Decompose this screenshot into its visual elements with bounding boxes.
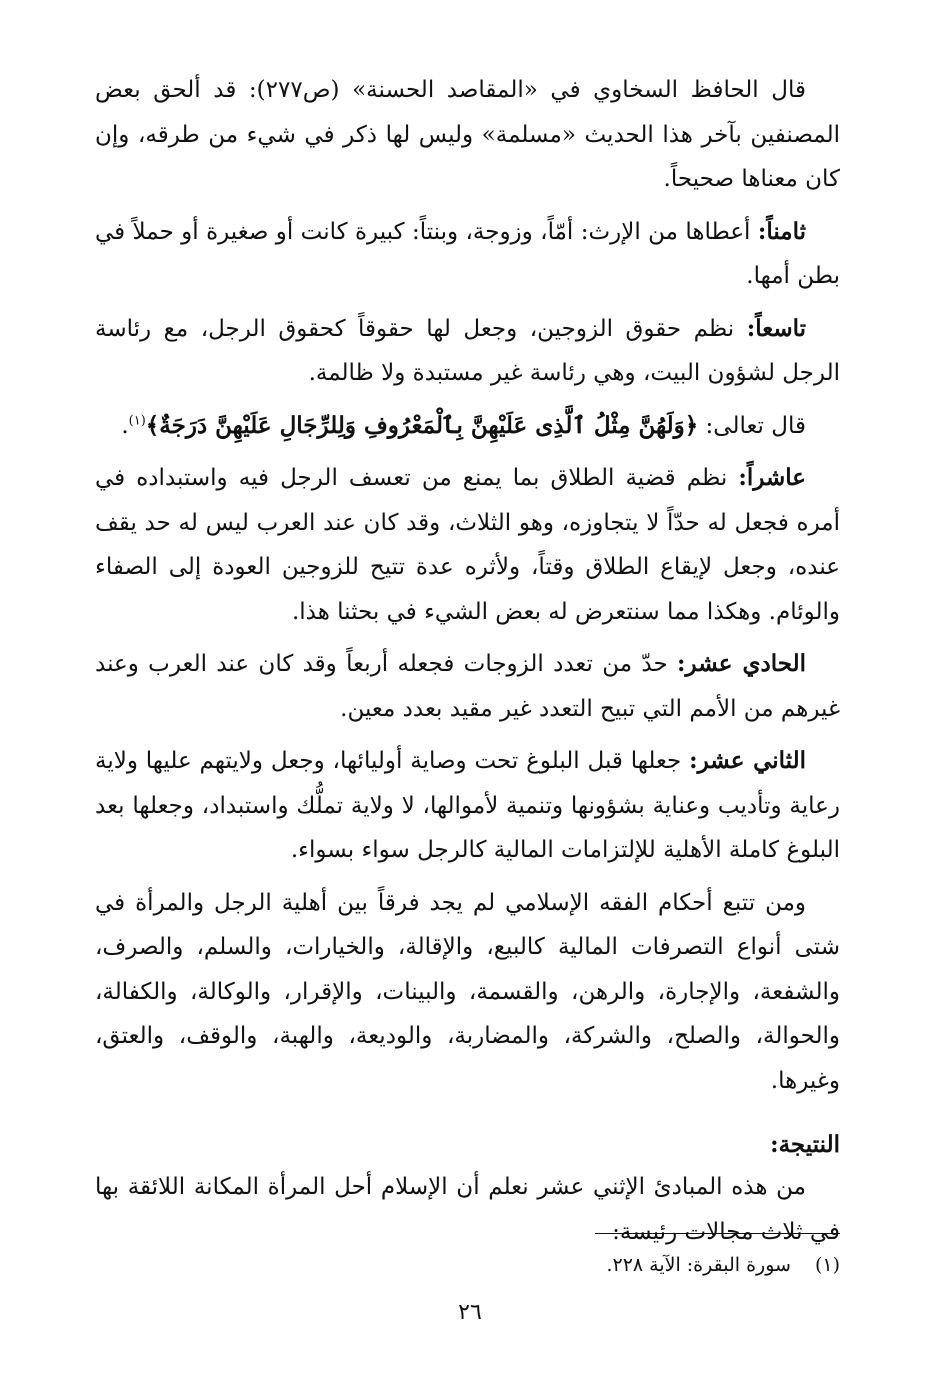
- paragraph-lead: عاشراً:: [738, 464, 806, 491]
- paragraph-twelfth-principle: [95, 739, 840, 873]
- paragraph-text: أعطاها من الإرث: أمّاً، وزوجة، وبنتاً: كبيرة كانت أو صغيرة أو حملاً في بطن أمها.: [95, 218, 840, 289]
- page-body: [95, 68, 840, 1262]
- paragraph-eighth-principle: [95, 210, 840, 299]
- paragraph-lead: تاسعاً:: [746, 314, 806, 342]
- paragraph-lead: الحادي عشر:: [677, 650, 806, 677]
- paragraph-financial-capacity: ومن تتبع أحكام الفقه الإسلامي لم يجد فرقاً بين أهلية الرجل والمرأة في شتى أنواع التصرفات المالية كالبيع، والإقالة، والخيارات، والسلم، والصرف، والشفعة، والإجارة، والرهن، والقسمة، والبينات، والإقرار، والوكالة، والكفالة، والحوالة، والصلح، والشركة، والمضاربة، والوديعة، والهبة، والوقف، والعتق، وغيرها.: [95, 889, 840, 1094]
- paragraph-result: من هذه المبادئ الإثني عشر نعلم أن الإسلام أحل المرأة المكانة اللائقة بها في ثلاث مجالات رئيسة:: [95, 1174, 840, 1245]
- paragraph-sakhawi-note: قال الحافظ السخاوي في «المقاصد الحسنة» (ص٢٧٧): قد ألحق بعض المصنفين بآخر هذا الحديث «مسلمة» وليس لها ذكر في شيء من طرقه، وإن كان معناها صحيحاً.: [95, 77, 840, 192]
- paragraph-quran-quote: [95, 404, 840, 449]
- paragraph-text: جعلها قبل البلوغ تحت وصاية أوليائها، وجعل ولايتهم عليها ولاية رعاية وتأديب وعناية بشؤونها وتنمية لأموالها، لا ولاية تملُّك واستبداد، وجعلها بعد البلوغ كاملة الأهلية للإلتزامات المالية كالرجل سواء بسواء.: [95, 748, 840, 863]
- quran-verse: ﴿وَلَهُنَّ مِثْلُ ٱلَّذِى عَلَيْهِنَّ بِٱلْمَعْرُوفِ وَلِلرِّجَالِ عَلَيْهِنَّ دَرَجَةٌ﴾: [145, 411, 699, 439]
- paragraph-tenth-principle: [95, 456, 840, 634]
- paragraph-lead: ثامناً:: [757, 217, 806, 245]
- paragraph-text: نظم حقوق الزوجين، وجعل لها حقوقاً كحقوق الرجل، مع رئاسة الرجل لشؤون البيت، وهي رئاسة غير مستبدة ولا ظالمة.: [95, 315, 840, 386]
- paragraph-text: نظم قضية الطلاق بما يمنع من تعسف الرجل فيه واستبداده في أمره فجعل له حدّاً لا يتجاوزه، وهو الثلاث، وقد كان عند العرب ليس له حد يقف عنده، وجعل لإيقاع الطلاق وقتاً، ولأثره عدة تتيح للزوجين العودة إلى الصفاء والوئام. وهكذا مما سنتعرض له بعض الشيء في بحثنا هذا.: [95, 465, 840, 625]
- footnote-reference[interactable]: (١): [128, 412, 146, 428]
- quote-intro: قال تعالى:: [698, 412, 806, 439]
- section-heading-result: النتيجة:: [770, 1131, 840, 1158]
- footnote-divider: [595, 1233, 840, 1234]
- paragraph-lead: الثاني عشر:: [689, 747, 806, 774]
- paragraph-eleventh-principle: [95, 642, 840, 731]
- paragraph-ninth-principle: [95, 307, 840, 396]
- paragraph-text: حدّ من تعدد الزوجات فجعله أربعاً وقد كان عند العرب وعند غيرهم من الأمم التي تبيح التعدد غير مقيد بعدد معين.: [95, 651, 840, 722]
- footnote-number: (١): [814, 1254, 840, 1276]
- footnote-text: سورة البقرة: الآية ٢٢٨.: [606, 1254, 791, 1276]
- footnote: [400, 1250, 840, 1280]
- quote-end: .: [121, 412, 129, 439]
- page-number: ٢٦: [458, 1300, 482, 1325]
